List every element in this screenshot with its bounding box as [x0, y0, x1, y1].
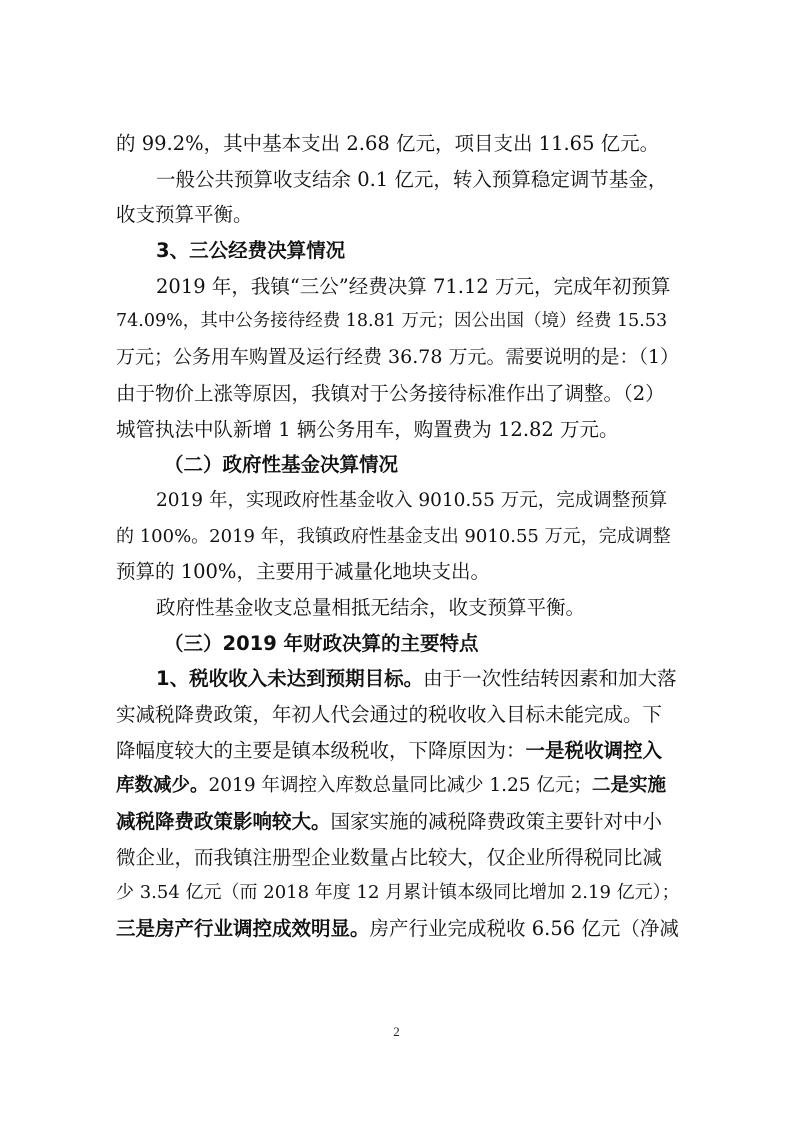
text-line: 预算的 100%，主要用于减量化地块支出。: [116, 560, 490, 584]
text-line: 城管执法中队新增 1 辆公务用车，购置费为 12.82 万元。: [116, 417, 619, 441]
section-heading: （三）2019 年财政决算的主要特点: [164, 631, 479, 655]
bold-phrase: 库数减少。: [116, 775, 209, 797]
text-line: 的 100%。2019 年，我镇政府性基金支出 9010.55 万元，完成调整: [116, 525, 671, 547]
text-line: 实减税降费政策，年初人代会通过的税收收入目标未能完成。下: [116, 703, 663, 726]
text-line: 的 99.2%，其中基本支出 2.68 亿元，项目支出 11.65 亿元。: [116, 132, 660, 155]
bold-phrase: 一是税收调控入: [525, 738, 663, 762]
page-number: 2: [393, 1024, 400, 1039]
text-span: 房产行业完成税收 6.56 亿元（净减: [369, 917, 679, 941]
text-line: 2019 年，我镇“三公”经费决算 71.12 万元，完成年初预算: [156, 274, 671, 298]
text-span: 国家实施的减税降费政策主要针对中小: [330, 810, 663, 834]
text-line: 2019 年，实现政府性基金收入 9010.55 万元，完成调整预算: [156, 489, 668, 511]
text-line: [116, 804, 679, 840]
bold-phrase: 减税降费政策影响较大。: [116, 810, 331, 834]
section-heading: （二）政府性基金决算情况: [164, 453, 399, 477]
text-line: 由于物价上涨等原因，我镇对于公务接待标准作出了调整。（2）: [116, 381, 665, 405]
text-line: 少 3.54 亿元（而 2018 年度 12 月累计镇本级同比增加 2.19 亿元）；: [116, 882, 680, 904]
bold-phrase: 1、税收收入未达到预期目标。: [156, 667, 424, 691]
document-body: [116, 126, 679, 947]
bold-phrase: 二是实施: [591, 775, 666, 797]
text-span: 由于一次性结转因素和加大落: [423, 667, 677, 691]
text-line: 一般公共预算收支结余 0.1 亿元，转入预算稳定调节基金，: [156, 167, 668, 191]
text-line: 万元；公务用车购置及运行经费 36.78 万元。需要说明的是：（1）: [116, 346, 680, 369]
section-heading: 3、三公经费决算情况: [156, 239, 346, 263]
text-line: 收支预算平衡。: [116, 203, 253, 227]
text-span: 降幅度较大的主要是镇本级税收，下降原因为：: [116, 738, 526, 762]
text-line: [116, 661, 679, 697]
text-line: 政府性基金收支总量相抵无结余，收支预算平衡。: [156, 595, 586, 619]
bold-phrase: 三是房产行业调控成效明显。: [116, 917, 370, 941]
text-line: [116, 768, 679, 804]
text-line: [116, 911, 679, 947]
text-line: [116, 733, 679, 769]
text-span: 2019 年调控入库数总量同比减少 1.25 亿元；: [208, 775, 592, 797]
text-line: 微企业，而我镇注册型企业数量占比较大，仅企业所得税同比减: [116, 845, 663, 869]
text-line: 74.09%，其中公务接待经费 18.81 万元；因公出国（境）经费 15.53: [116, 311, 668, 332]
